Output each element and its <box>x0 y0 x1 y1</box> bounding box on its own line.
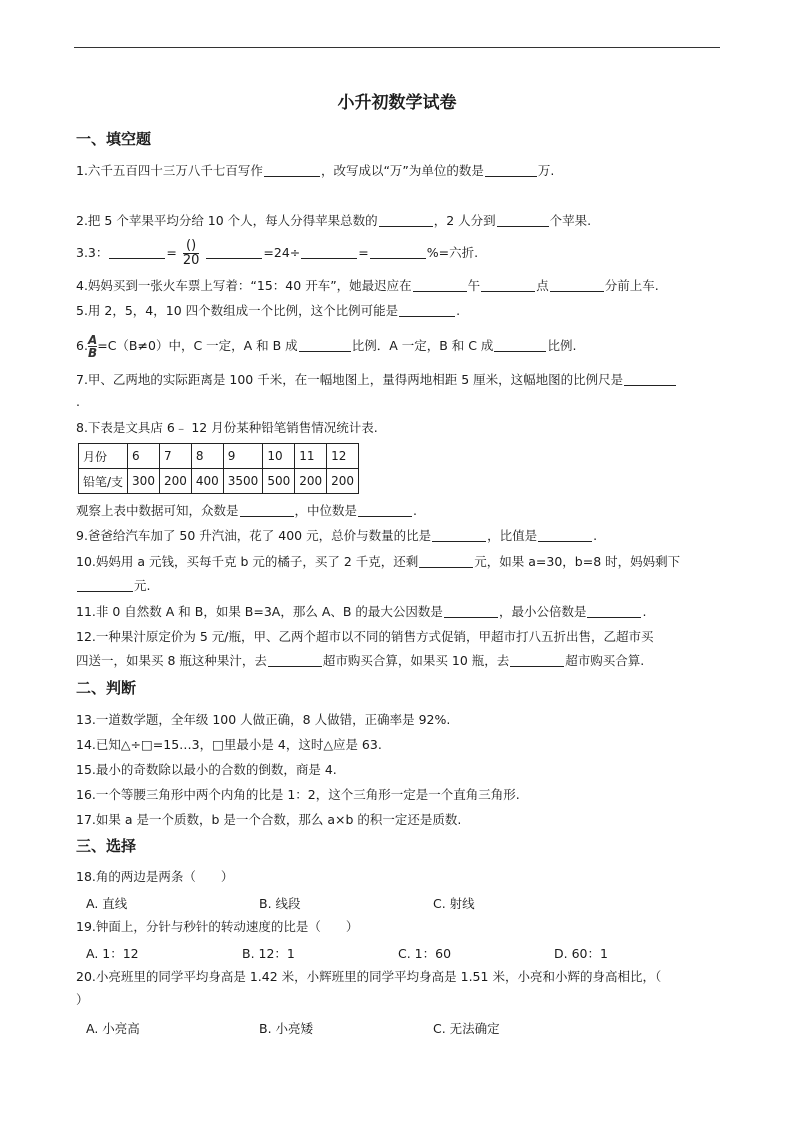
question-15: 15.最小的奇数除以最小的合数的倒数，商是 4. <box>76 762 337 777</box>
question-20-end: ） <box>76 992 89 1007</box>
q9-text-b: ，比值是 <box>487 528 538 543</box>
question-11 <box>76 603 646 621</box>
q6-text-a: 6. <box>76 338 88 353</box>
table-cell: 300 <box>128 469 160 494</box>
question-16: 16.一个等腰三角形中两个内角的比是 1：2，这个三角形一定是一个直角三角形. <box>76 787 520 802</box>
q4-text-d: 分前上车. <box>604 278 659 293</box>
q6-text-c: 比例．A 一定，B 和 C 成 <box>351 338 494 353</box>
option-a[interactable]: A. 小亮高 <box>86 1021 140 1036</box>
fraction-numerator: () <box>183 239 200 254</box>
answer-blank[interactable] <box>497 213 549 227</box>
answer-blank[interactable] <box>77 578 133 592</box>
answer-blank[interactable] <box>510 653 564 667</box>
question-12: 12.一种果汁原定价为 5 元/瓶，甲、乙两个超市以不同的销售方式促销，甲超市打八五折出售，乙超市买 <box>76 629 654 644</box>
page-title: 小升初数学试卷 <box>337 93 457 113</box>
answer-blank[interactable] <box>419 554 473 568</box>
q6-fraction <box>88 334 97 359</box>
q3-eq: = <box>166 245 177 260</box>
q10-text-c: 元. <box>134 578 151 593</box>
question-9 <box>76 527 597 545</box>
q7-text-a: 7.甲、乙两地的实际距离是 100 千米，在一幅地图上，量得两地相距 5 厘米，这幅地图的比例尺是 <box>76 372 624 387</box>
q2-text-a: 2.把 5 个苹果平均分给 10 个人，每人分得苹果总数的 <box>76 213 378 228</box>
q1-text-b: ，改写成以“万”为单位的数是 <box>320 163 484 178</box>
q1-text-a: 1.六千五百四十三万八千七百写作 <box>76 163 263 178</box>
fraction-numerator: A <box>87 333 98 347</box>
section-fill-heading: 一、填空题 <box>76 130 152 148</box>
q10-text-a: 10.妈妈用 a 元钱，买每千克 b 元的橘子，买了 2 千克，还剩 <box>76 554 419 569</box>
option-c[interactable]: C. 1：60 <box>398 946 452 961</box>
answer-blank[interactable] <box>206 245 262 259</box>
question-5 <box>76 302 460 320</box>
answer-blank[interactable] <box>264 163 320 177</box>
answer-blank[interactable] <box>240 503 294 517</box>
table-cell: 12 <box>327 444 359 469</box>
answer-blank[interactable] <box>109 245 165 259</box>
answer-blank[interactable] <box>485 163 537 177</box>
answer-blank[interactable] <box>494 338 546 352</box>
table-cell: 铅笔/支 <box>79 469 128 494</box>
table-cell: 月份 <box>79 444 128 469</box>
table-cell: 200 <box>295 469 327 494</box>
table-cell: 200 <box>327 469 359 494</box>
table-cell: 11 <box>295 444 327 469</box>
question-8-followup <box>76 502 417 520</box>
question-12-cont <box>76 652 644 670</box>
question-4 <box>76 277 659 295</box>
option-a[interactable]: A. 直线 <box>86 896 128 911</box>
answer-blank[interactable] <box>587 604 641 618</box>
option-d[interactable]: D. 60：1 <box>554 946 608 961</box>
q3-text-b: =24÷ <box>263 245 301 260</box>
q6-text-d: 比例. <box>547 338 577 353</box>
answer-blank[interactable] <box>379 213 433 227</box>
question-20: 20.小亮班里的同学平均身高是 1.42 米，小辉班里的同学平均身高是 1.51 米，小亮和小辉的身高相比，（ <box>76 969 662 984</box>
question-18: 18.角的两边是两条（ ） <box>76 869 234 884</box>
q9-text-a: 9.爸爸给汽车加了 50 升汽油，花了 400 元，总价与数量的比是 <box>76 528 432 543</box>
q10-text-b: 元，如果 a=30，b=8 时，妈妈剩下 <box>474 554 681 569</box>
q9-text-c: . <box>593 528 598 543</box>
answer-blank[interactable] <box>444 604 498 618</box>
table-cell: 6 <box>128 444 160 469</box>
q2-text-b: ，2 人分到 <box>433 213 496 228</box>
q3-text-d: %=六折. <box>426 245 479 260</box>
q5-text-b: . <box>456 303 461 318</box>
question-14: 14.已知△÷□=15…3，□里最小是 4，这时△应是 63. <box>76 737 382 752</box>
table-cell: 7 <box>159 444 191 469</box>
question-17: 17.如果 a 是一个质数，b 是一个合数，那么 a×b 的积一定还是质数. <box>76 812 462 827</box>
question-3 <box>76 236 478 270</box>
q6-text-b: =C（B≠0）中，C 一定，A 和 B 成 <box>97 338 298 353</box>
question-10-end <box>76 577 150 595</box>
fraction-denominator: 20 <box>182 253 200 268</box>
q8-text-b: 观察上表中数据可知，众数是 <box>76 503 239 518</box>
q2-text-c: 个苹果. <box>549 213 592 228</box>
option-c[interactable]: C. 射线 <box>433 896 475 911</box>
table-cell: 400 <box>191 469 223 494</box>
table-row <box>79 469 359 494</box>
option-a[interactable]: A. 1：12 <box>86 946 139 961</box>
q8-text-c: ，中位数是 <box>294 503 358 518</box>
section-judge-heading: 二、判断 <box>76 679 137 697</box>
table-cell: 10 <box>263 444 295 469</box>
answer-blank[interactable] <box>432 528 486 542</box>
question-13: 13.一道数学题，全年级 100 人做正确，8 人做错，正确率是 92%. <box>76 712 451 727</box>
question-2 <box>76 212 591 230</box>
q3-text-a: 3.3： <box>76 245 109 260</box>
answer-blank[interactable] <box>301 245 357 259</box>
table-cell: 8 <box>191 444 223 469</box>
answer-blank[interactable] <box>550 278 604 292</box>
q3-fraction <box>183 239 200 268</box>
question-10 <box>76 553 680 571</box>
q4-text-c: 点 <box>536 278 549 293</box>
answer-blank[interactable] <box>481 278 535 292</box>
question-7-end: . <box>76 394 80 409</box>
answer-blank[interactable] <box>370 245 426 259</box>
q8-text-d: . <box>413 503 418 518</box>
question-6 <box>76 331 576 361</box>
question-19: 19.钟面上，分针与秒针的转动速度的比是（ ） <box>76 919 359 934</box>
question-8: 8.下表是文具店 6﹣ 12 月份某种铅笔销售情况统计表. <box>76 420 378 435</box>
answer-blank[interactable] <box>299 338 351 352</box>
q4-text-b: 午 <box>467 278 481 293</box>
question-1 <box>76 162 554 180</box>
question-7 <box>76 371 677 389</box>
table-cell: 9 <box>223 444 263 469</box>
option-b[interactable]: B. 线段 <box>259 896 301 911</box>
q12-text-c: 超市购买合算，如果买 10 瓶，去 <box>322 653 510 668</box>
q4-text-a: 4.妈妈买到一张火车票上写着：“15：40 开车”，她最迟应在 <box>76 278 412 293</box>
table-cell: 500 <box>263 469 295 494</box>
answer-blank[interactable] <box>358 503 412 517</box>
q11-text-c: . <box>642 604 647 619</box>
answer-blank[interactable] <box>399 303 455 317</box>
q11-text-a: 11.非 0 自然数 A 和 B，如果 B=3A，那么 A、B 的最大公因数是 <box>76 604 443 619</box>
option-b[interactable]: B. 小亮矮 <box>259 1021 314 1036</box>
q12-text-d: 超市购买合算. <box>565 653 645 668</box>
q11-text-b: ，最小公倍数是 <box>498 604 587 619</box>
section-choice-heading: 三、选择 <box>76 837 137 855</box>
option-c[interactable]: C. 无法确定 <box>433 1021 500 1036</box>
sales-table <box>78 443 359 494</box>
q1-text-c: 万. <box>537 163 555 178</box>
answer-blank[interactable] <box>538 528 592 542</box>
option-b[interactable]: B. 12：1 <box>242 946 295 961</box>
table-cell: 3500 <box>223 469 263 494</box>
fraction-denominator: B <box>88 346 98 360</box>
answer-blank[interactable] <box>268 653 322 667</box>
table-row-header <box>79 444 359 469</box>
header-rule <box>74 47 720 48</box>
answer-blank[interactable] <box>413 278 467 292</box>
answer-blank[interactable] <box>624 372 676 386</box>
q12-text-b: 四送一，如果买 8 瓶这种果汁，去 <box>76 653 267 668</box>
q5-text-a: 5.用 2，5，4，10 四个数组成一个比例，这个比例可能是 <box>76 303 399 318</box>
table-cell: 200 <box>159 469 191 494</box>
q3-text-c: = <box>358 245 369 260</box>
